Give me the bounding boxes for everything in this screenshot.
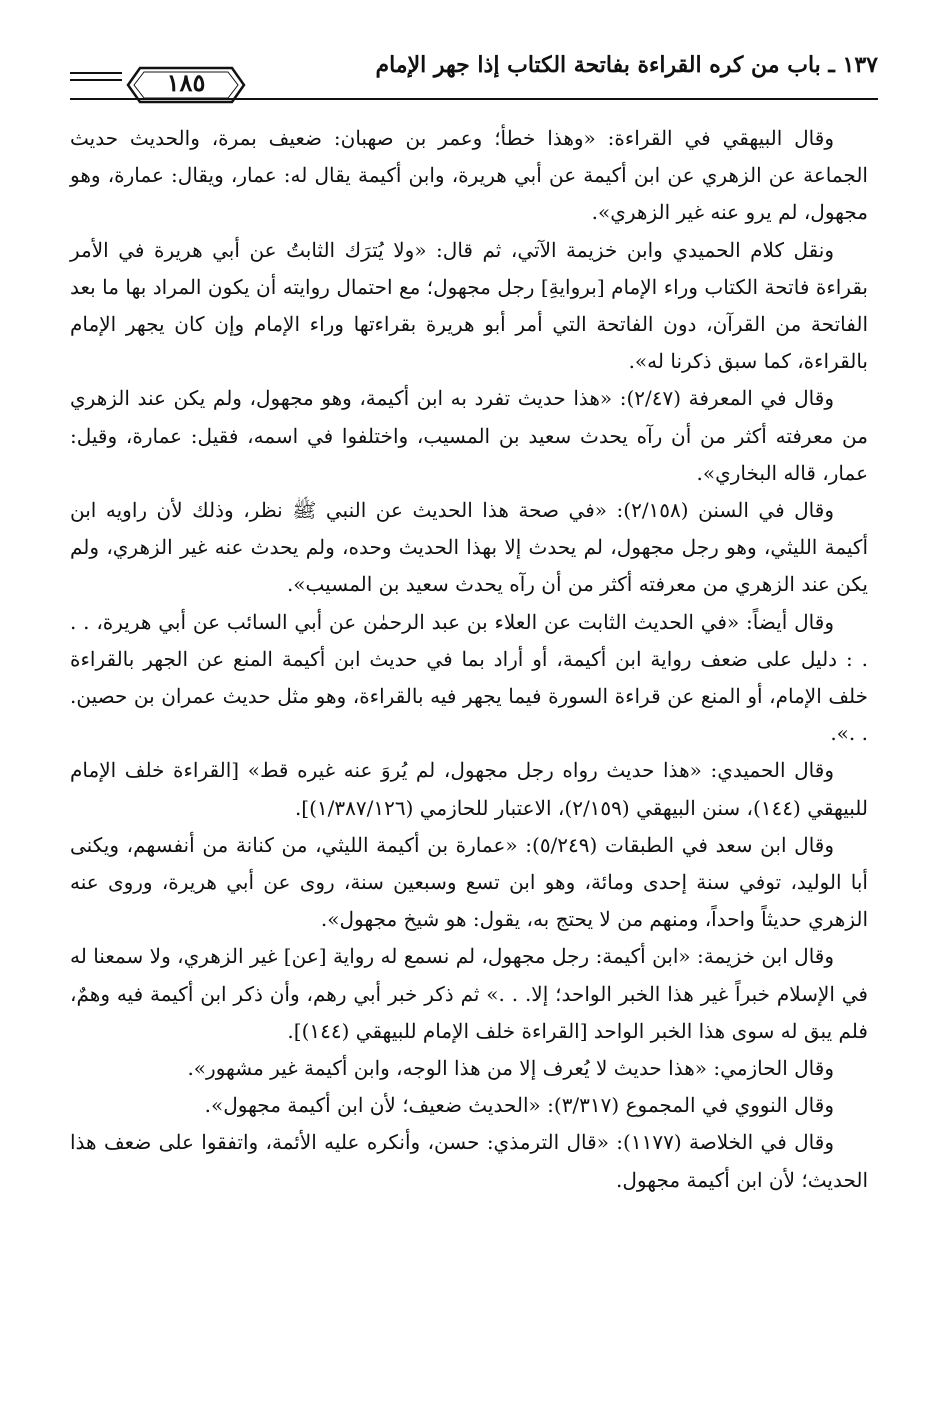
body-text [70, 120, 868, 1199]
page-number: ١٨٥ [166, 68, 206, 97]
paragraph: وقال في المعرفة (٢/٤٧): «هذا حديث تفرد به ابن أكيمة، وهو مجهول، ولم يكن عند الزهري من معرفته أكثر من أن رآه يحدث سعيد بن المسيب، واختلفوا في اسمه، فقيل: عمارة، وقيل: عمار، قاله البخاري». [70, 386, 868, 485]
paragraph: وقال في الخلاصة (١١٧٧): «قال الترمذي: حسن، وأنكره عليه الأئمة، واتفقوا على ضعف هذا الحديث؛ لأن ابن أكيمة مجهول. [70, 1130, 868, 1192]
header-ornament-lines [70, 72, 122, 96]
paragraph: وقال ابن سعد في الطبقات (٥/٢٤٩): «عمارة بن أكيمة الليثي، من كنانة من أنفسهم، ويكنى أبا الوليد، توفي سنة إحدى ومائة، وهو ابن تسع وسبعين سنة، روى عن أبي هريرة، وروى عنه الزهري حديثاً واحداً، ومنهم من لا يحتج به، يقول: هو شيخ مجهول». [70, 832, 868, 932]
header-rule [70, 98, 878, 100]
paragraph: وقال النووي في المجموع (٣/٣١٧): «الحديث ضعيف؛ لأن ابن أكيمة مجهول». [204, 1093, 834, 1118]
paragraph: وقال في السنن (٢/١٥٨): «في صحة هذا الحديث عن النبي ﷺ نظر، وذلك لأن راويه ابن أكيمة الليثي، وهو رجل مجهول، لم يحدث إلا بهذا الحديث وحده، ولم يحدث عنه غير الزهري، ولم يكن عند الزهري من معرفته أكثر من أن رآه يحدث سعيد بن المسيب». [70, 498, 868, 597]
paragraph: وقال أيضاً: «في الحديث الثابت عن العلاء بن عبد الرحمٰن عن أبي السائب عن أبي هريرة، . . . : دليل على ضعف رواية ابن أكيمة، أو أراد بما في حديث ابن أكيمة المنع عن الجهر بالقراءة خلف الإمام، أو المنع عن قراءة السورة فيما يجهر فيه بالقراءة، وهو مثل حديث عمران بن حصين. . .». [70, 609, 868, 746]
paragraph: ونقل كلام الحميدي وابن خزيمة الآتي، ثم قال: «ولا يُترَك الثابتُ عن أبي هريرة في الأمر بقراءة فاتحة الكتاب وراء الإمام [بروايةِ] رجل مجهول؛ مع احتمال روايته أن يكون المراد بها ما بعد الفاتحة من القرآن، دون الفاتحة التي أمر أبو هريرة بقراءتها وراء الإمام وإن كان يجهر الإمام بالقراءة، كما سبق ذكرنا له». [70, 237, 868, 374]
running-title: ١٣٧ ـ باب من كره القراءة بفاتحة الكتاب إذا جهر الإمام [375, 52, 878, 78]
paragraph: وقال الحميدي: «هذا حديث رواه رجل مجهول، لم يُروَ عنه غيره قط» [القراءة خلف الإمام للبيهقي (١٤٤)، سنن البيهقي (٢/١٥٩)، الاعتبار للحازمي (١/٣٨٧/١٢٦)]. [70, 758, 868, 820]
paragraph: وقال الحازمي: «هذا حديث لا يُعرف إلا من هذا الوجه، وابن أكيمة غير مشهور». [187, 1056, 834, 1081]
paragraph: وقال البيهقي في القراءة: «وهذا خطأ؛ وعمر بن صهبان: ضعيف بمرة، والحديث حديث الجماعة عن الزهري عن ابن أكيمة عن أبي هريرة، وابن أكيمة يقال له: عمار، ويقال: عمارة، وهو مجهول، لم يرو عنه غير الزهري». [70, 126, 868, 225]
paragraph: وقال ابن خزيمة: «ابن أكيمة: رجل مجهول، لم نسمع له رواية [عن] غير الزهري، ولا سمعنا له في الإسلام خبراً غير هذا الخبر الواحد؛ إلا. . .» ثم ذكر خبر أبي رهم، وأن ذكر ابن أكيمة فيه وهمٌ، فلم يبق له سوى هذا الخبر الواحد [القراءة خلف الإمام للبيهقي (١٤٤)]. [70, 944, 868, 1043]
page-header [70, 52, 878, 108]
